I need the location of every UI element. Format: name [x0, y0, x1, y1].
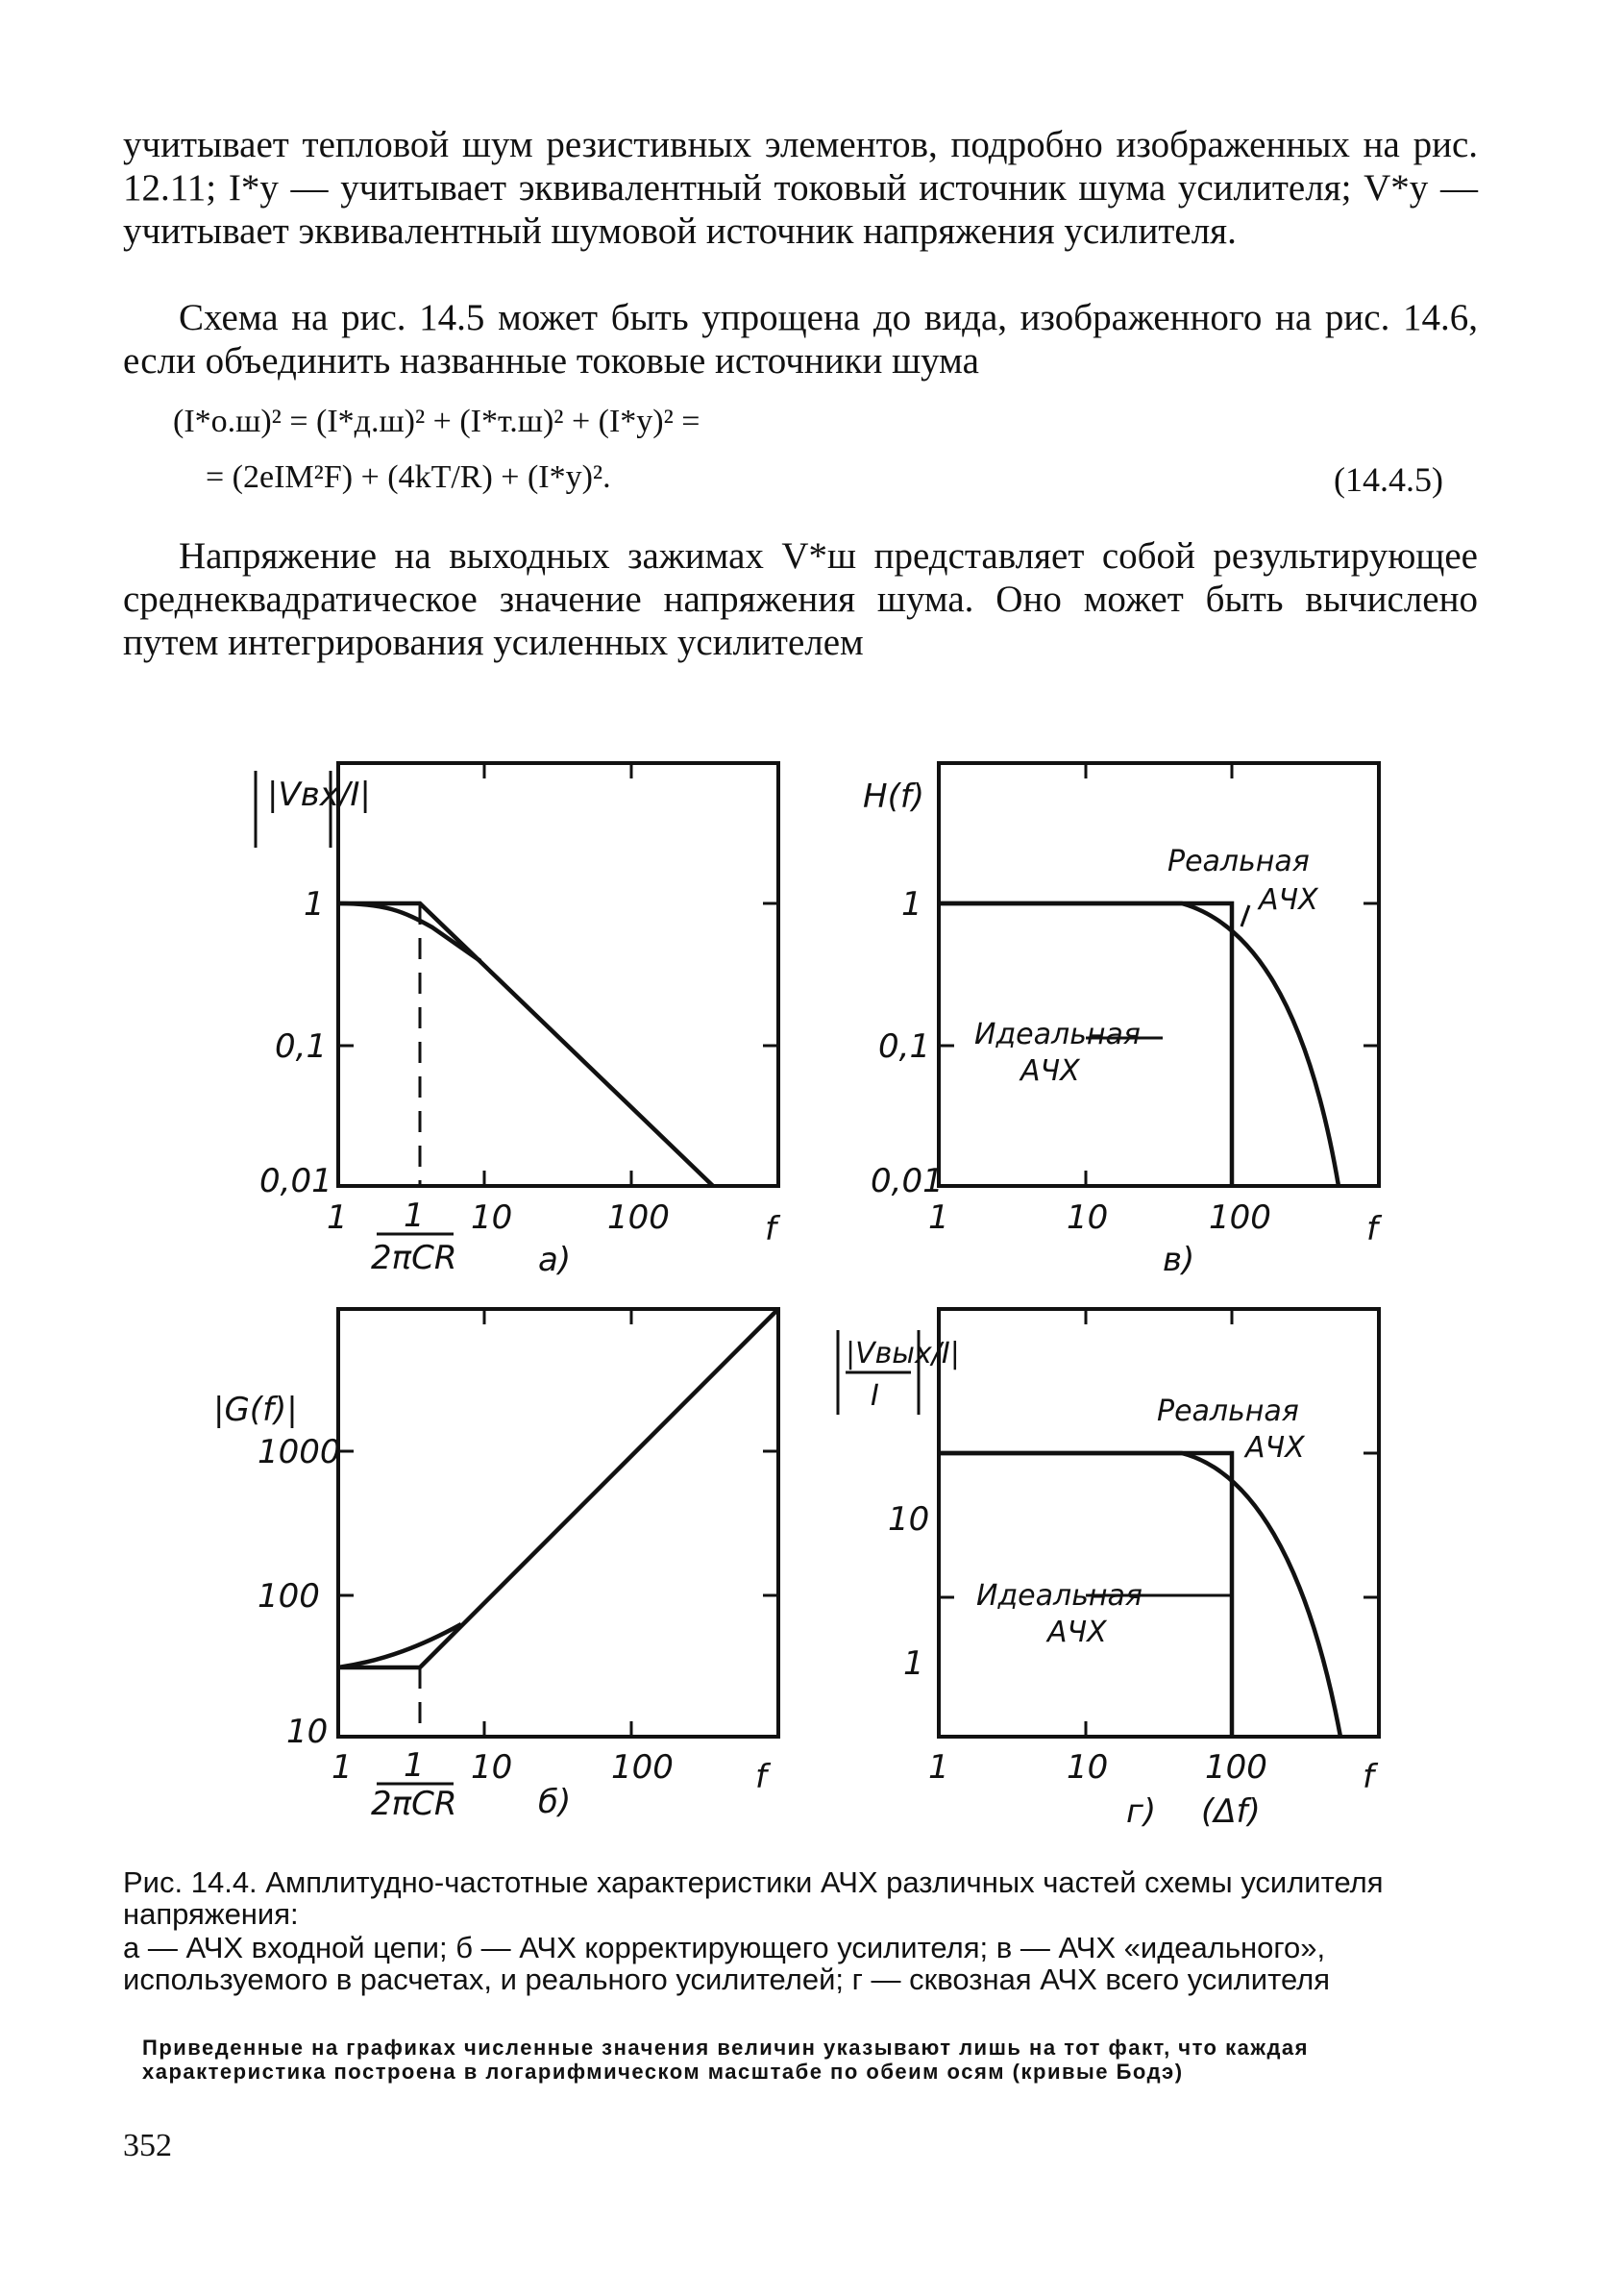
chart-a-panel-label: а)	[538, 1241, 572, 1279]
chart-g-panel-label: г)	[1126, 1792, 1157, 1831]
chart-b-xtick-3: 100	[611, 1748, 674, 1787]
chart-b-ylabel: |G(f)|	[213, 1391, 298, 1429]
chart-a-xaxis-f: f	[765, 1210, 776, 1248]
chart-a-xtick-1: 1	[327, 1198, 348, 1237]
chart-g-xtick-2: 10	[1067, 1748, 1109, 1787]
chart-b-xtick-1: 1	[332, 1748, 353, 1787]
chart-b-xaxis-f: f	[755, 1758, 767, 1796]
chart-v-panel-label: в)	[1163, 1241, 1195, 1279]
chart-v-xtick-2: 10	[1067, 1198, 1109, 1237]
chart-g-ticks	[939, 1309, 1379, 1737]
chart-b-ytick-1: 1000	[258, 1433, 341, 1471]
chart-v-xtick-1: 1	[928, 1198, 949, 1237]
page-number: 352	[123, 2128, 172, 2163]
chart-v	[863, 763, 1383, 1279]
chart-b-xtick-2: 10	[471, 1748, 513, 1787]
chart-b-corner-den: 2πCR	[371, 1785, 457, 1823]
chart-v-ticks	[939, 763, 1379, 1186]
chart-v-xaxis-f: f	[1366, 1210, 1378, 1248]
paragraph-2: Схема на рис. 14.5 может быть упрощена до вида, изображенного на рис. 14.6, если объединить названные токовые источники шума	[123, 297, 1478, 382]
chart-a-xtick-3: 100	[607, 1198, 670, 1237]
chart-v-ylabel: H(f)	[863, 778, 925, 816]
chart-g-ytick-1: 10	[888, 1500, 930, 1539]
chart-g-panel-extra: (Δf)	[1201, 1792, 1261, 1831]
chart-a-xtick-2: 10	[471, 1198, 513, 1237]
chart-g-ylabel-den: I	[871, 1379, 879, 1413]
chart-a-ytick-1: 1	[304, 885, 325, 924]
chart-a-frame	[338, 763, 778, 1186]
figure-note: Приведенные на графиках численные значения величин указывают лишь на тот факт, что каждая характеристика построена в логарифмическом масштабе по обеим осям (кривые Бодэ)	[142, 2036, 1309, 2084]
chart-g-ideal-label: Идеальная	[976, 1579, 1142, 1613]
chart-v-ytick-3: 0,01	[871, 1162, 944, 1200]
chart-g-ylabel: |Vвых/I|	[846, 1337, 960, 1370]
chart-a-ylabel: |Vвх/I|	[267, 776, 371, 814]
chart-a-ticks	[338, 763, 778, 1186]
chart-g-ideal-label-2: АЧХ	[1047, 1616, 1107, 1649]
chart-a-asymptote	[338, 903, 713, 1186]
chart-b-ytick-3: 10	[286, 1713, 329, 1751]
chart-b-corner-num: 1	[404, 1746, 425, 1785]
chart-v-real-label: Реальная	[1167, 845, 1310, 878]
equation-line-1: (I*о.ш)² = (I*д.ш)² + (I*т.ш)² + (I*у)² =	[173, 404, 700, 439]
chart-a	[256, 763, 781, 1279]
chart-b-panel-label: б)	[538, 1783, 572, 1821]
chart-v-real-label-2: АЧХ	[1259, 883, 1318, 917]
chart-v-ideal-label: Идеальная	[974, 1018, 1141, 1051]
chart-g-xaxis-f: f	[1363, 1758, 1374, 1796]
chart-g-frame	[939, 1309, 1379, 1737]
chart-g-ytick-2: 1	[903, 1644, 924, 1683]
chart-b-ytick-2: 100	[258, 1577, 320, 1616]
figure-caption-body: а — АЧХ входной цепи; б — АЧХ корректирующего усилителя; в — АЧХ «идеального», используемого в расчетах, и реального усилителей; г — сквозная АЧХ всего усилителя	[123, 1931, 1331, 1996]
equation-line-2: = (2eIM²F) + (4kT/R) + (I*у)².	[206, 459, 611, 495]
chart-g	[838, 1309, 1379, 1831]
chart-g-real-label: Реальная	[1157, 1395, 1299, 1428]
paragraph-1: учитывает тепловой шум резистивных элементов, подробно изображенных на рис. 12.11; I*у — учитывает эквивалентный токовый источник шума усилителя; V*у — учитывает эквивалентный шумовой источник напряжения усилителя.	[123, 124, 1478, 252]
chart-v-xtick-3: 100	[1209, 1198, 1271, 1237]
chart-a-ytick-3: 0,01	[259, 1162, 332, 1200]
chart-g-real-label-2: АЧХ	[1245, 1431, 1305, 1465]
equation-number: (14.4.5)	[1334, 460, 1443, 499]
chart-b	[213, 1309, 778, 1823]
figure-caption-title: Рис. 14.4. Амплитудно-частотные характеристики АЧХ различных частей схемы усилителя напряжения:	[123, 1865, 1384, 1931]
chart-g-xtick-3: 100	[1205, 1748, 1267, 1787]
chart-a-real-curve	[338, 903, 480, 961]
chart-v-ytick-1: 1	[901, 885, 922, 924]
chart-g-xtick-1: 1	[928, 1748, 949, 1787]
chart-v-ytick-2: 0,1	[878, 1027, 931, 1066]
chart-a-ytick-2: 0,1	[275, 1027, 328, 1066]
chart-v-frame	[939, 763, 1379, 1186]
chart-a-corner-num: 1	[404, 1197, 425, 1235]
chart-v-ideal-label-2: АЧХ	[1020, 1054, 1080, 1088]
chart-a-corner-den: 2πCR	[371, 1239, 457, 1277]
paragraph-3: Напряжение на выходных зажимах V*ш представляет собой результирующее среднеквадратическое значение напряжения шума. Оно может быть вычислено путем интегрирования усиленных усилителем	[123, 535, 1478, 663]
chart-b-asymptote	[338, 1309, 778, 1667]
